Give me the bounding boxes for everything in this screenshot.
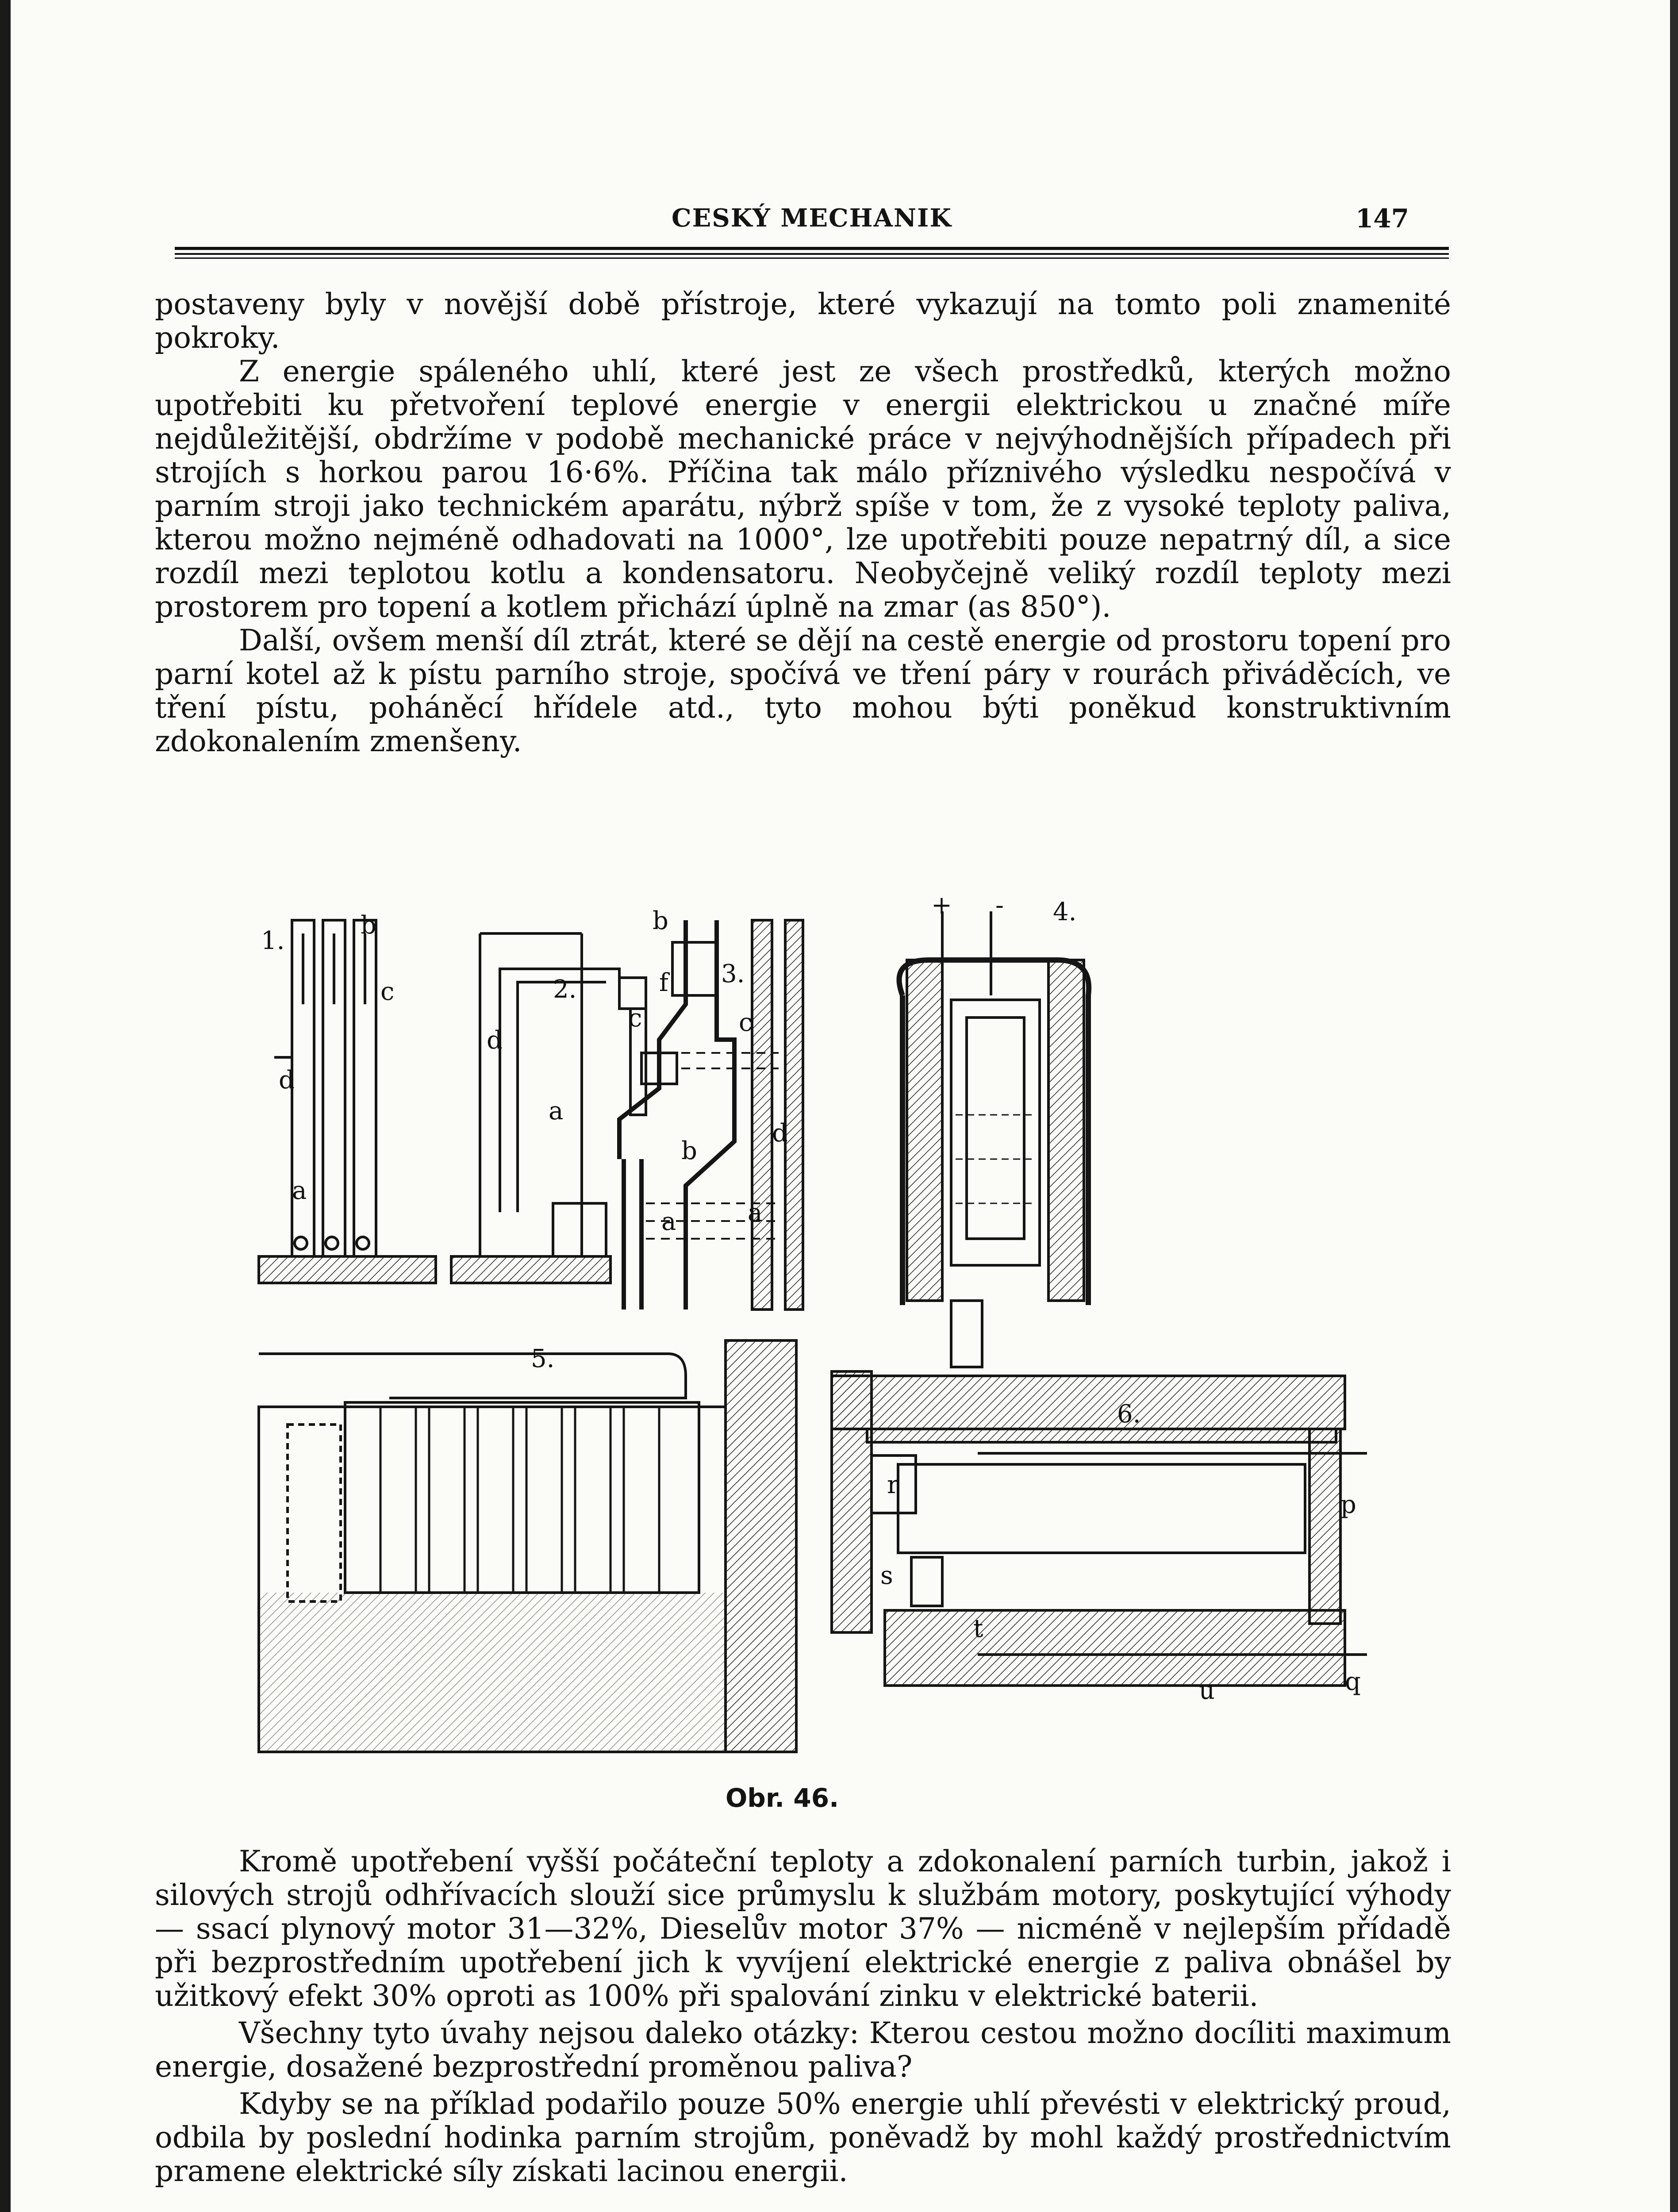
panel-1-cells bbox=[259, 920, 436, 1283]
fig-label: c bbox=[380, 977, 395, 1006]
fig-label: d bbox=[772, 1119, 788, 1148]
panel-number: 5. bbox=[531, 1344, 555, 1373]
fig-label: a bbox=[661, 1207, 676, 1236]
fig-label: u bbox=[1199, 1676, 1215, 1705]
figure-46 bbox=[248, 894, 1371, 1761]
fig-label: a bbox=[292, 1176, 307, 1205]
panel-6-boiler bbox=[832, 1371, 1367, 1686]
paragraph: Kdyby se na příklad podařilo pouze 50% energie uhlí převésti v elektrický proud, odbila by poslední hodinka parním strojům, poněvadž by mohl každý prostřednictvím pramene elektrické síly získati lacinou energii. bbox=[155, 2087, 1451, 2188]
fig-label: - bbox=[995, 894, 1004, 920]
fig-label: p bbox=[1340, 1490, 1356, 1519]
panel-number: 3. bbox=[721, 960, 745, 988]
paragraph: Další, ovšem menší díl ztrát, které se dějí na cestě energie od prostoru topení pro parní kotel až k pístu parního stroje, spočívá ve tření páry v rourách přiváděcích, ve tření pístu, poháněcí hřídele atd., tyto mohou býti poněkud konstruktivním zdokonalením zmenšeny. bbox=[155, 623, 1451, 758]
fig-label: c bbox=[628, 1004, 642, 1033]
fig-label: a bbox=[549, 1097, 564, 1125]
fig-label: c bbox=[739, 1008, 753, 1037]
scan-right-edge bbox=[1670, 0, 1678, 2212]
paragraph: Z energie spáleného uhlí, které jest ze všech prostředků, kterých možno upotřebiti ku přetvoření teplové energie v energii elektrickou u značné míře nejdůležitější, obdržíme v podobě mechanické práce v nejvýhodnějších případech při strojích s horkou parou 16·6%. Příčina tak málo příznivého výsledku nespočívá v parním stroji jako technickém aparátu, nýbrž spíše v tom, že z vysoké teploty paliva, kterou možno nejméně odhadovati na 1000°, lze upotřebiti pouze nepatrný díl, a sice rozdíl mezi teplotou kotlu a kondensatoru. Neobyčejně veliký rozdíl teploty mezi prostorem pro topení a kotlem přichází úplně na zmar (as 850°). bbox=[155, 354, 1451, 624]
running-title: CESKÝ MECHANIK bbox=[672, 204, 952, 233]
figure-drawing bbox=[248, 894, 1371, 1761]
paragraph: Všechny tyto úvahy nejsou daleko otázky: Kterou cestou možno docíliti maximum energie, dosažené bezprostřední proměnou paliva? bbox=[155, 2016, 1451, 2084]
panel-number: 6. bbox=[1117, 1400, 1141, 1429]
running-header bbox=[170, 195, 1453, 243]
fig-label: d bbox=[487, 1026, 503, 1055]
fig-label: q bbox=[1345, 1667, 1361, 1696]
panel-number: 4. bbox=[1053, 898, 1077, 926]
panel-number: 2. bbox=[553, 975, 577, 1004]
body-text-top bbox=[155, 288, 1451, 758]
fig-label: s bbox=[880, 1561, 893, 1590]
fig-label: b bbox=[681, 1137, 697, 1165]
fig-label: a bbox=[748, 1198, 763, 1227]
fig-label: b bbox=[653, 906, 668, 935]
fig-label: d bbox=[279, 1066, 295, 1094]
paragraph: Kromě upotřebení vyšší počáteční teploty a zdokonalení parních turbin, jakož i silových strojů odhřívacích slouží sice průmyslu k službám motory, poskytující výhody — ssací plynový motor 31—32%, Dieselův motor 37% — nicméně v nejlepším přídadě při bezprostředním upotřebení jich k vyvíjení elektrické energie z paliva obnášel by užitkový efekt 30% oproti as 100% při spalování zinku v elektrické baterii. bbox=[155, 1844, 1451, 2013]
fig-label: t bbox=[973, 1614, 983, 1643]
fig-label: r bbox=[887, 1471, 899, 1499]
fig-label: + bbox=[931, 894, 952, 920]
panel-4-cell bbox=[899, 911, 1089, 1367]
fig-label: b bbox=[361, 911, 376, 940]
header-rule bbox=[175, 247, 1449, 250]
panel-number: 1. bbox=[261, 926, 285, 955]
header-rule bbox=[175, 253, 1449, 255]
scan-left-edge bbox=[0, 0, 11, 2212]
fig-label: f bbox=[659, 968, 668, 997]
body-text-bottom bbox=[155, 1845, 1451, 2188]
header-rule bbox=[175, 257, 1449, 259]
paragraph: postaveny byly v novější době přístroje, které vykazují na tomto poli znamenité pokroky. bbox=[155, 287, 1451, 355]
figure-caption: Obr. 46. bbox=[726, 1783, 839, 1813]
page-number: 147 bbox=[1355, 204, 1409, 234]
panel-5-battery bbox=[259, 1340, 796, 1752]
